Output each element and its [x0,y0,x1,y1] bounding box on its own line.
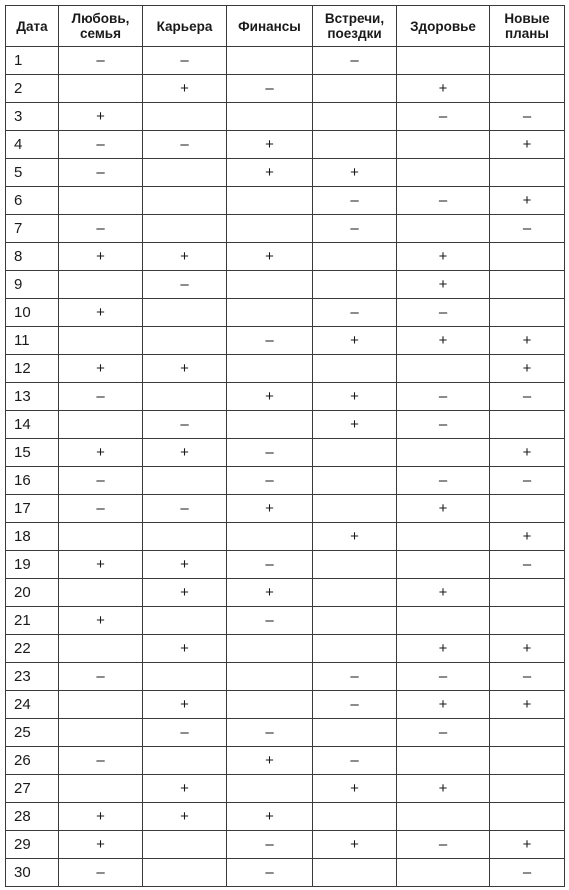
mark-cell-health: + [397,579,490,607]
mark-cell-love-family [59,187,143,215]
mark-cell-career: – [143,719,227,747]
table-row [6,691,565,719]
mark-cell-health: + [397,691,490,719]
table-row [6,607,565,635]
mark-cell-finance [227,523,313,551]
mark-cell-new-plans: + [490,691,565,719]
mark-cell-love-family: + [59,299,143,327]
mark-cell-love-family: – [59,159,143,187]
mark-cell-finance: + [227,131,313,159]
mark-cell-finance: – [227,327,313,355]
mark-cell-career: – [143,131,227,159]
mark-cell-meetings-trips: + [313,327,397,355]
table-body [6,47,565,887]
mark-cell-health [397,439,490,467]
mark-cell-meetings-trips: + [313,383,397,411]
mark-cell-health: – [397,467,490,495]
mark-cell-career: + [143,775,227,803]
table-row [6,187,565,215]
mark-cell-career: + [143,439,227,467]
mark-cell-love-family: – [59,495,143,523]
mark-cell-love-family: + [59,243,143,271]
mark-cell-new-plans [490,411,565,439]
date-cell: 27 [6,775,59,803]
mark-cell-finance: – [227,859,313,887]
mark-cell-love-family [59,523,143,551]
date-cell: 11 [6,327,59,355]
mark-cell-meetings-trips: – [313,215,397,243]
mark-cell-career [143,159,227,187]
mark-cell-finance [227,187,313,215]
date-cell: 13 [6,383,59,411]
mark-cell-love-family: + [59,355,143,383]
mark-cell-meetings-trips [313,271,397,299]
mark-cell-career [143,607,227,635]
table-row [6,495,565,523]
mark-cell-health: – [397,411,490,439]
mark-cell-career [143,187,227,215]
mark-cell-love-family [59,635,143,663]
mark-cell-meetings-trips: – [313,663,397,691]
mark-cell-health [397,523,490,551]
header-career: Карьера [143,6,227,47]
date-cell: 21 [6,607,59,635]
mark-cell-health [397,215,490,243]
mark-cell-career [143,663,227,691]
mark-cell-new-plans [490,159,565,187]
header-love-family: Любовь, семья [59,6,143,47]
mark-cell-career: – [143,271,227,299]
mark-cell-career: + [143,551,227,579]
mark-cell-meetings-trips: + [313,411,397,439]
mark-cell-health [397,747,490,775]
mark-cell-love-family: + [59,551,143,579]
mark-cell-meetings-trips [313,355,397,383]
mark-cell-finance [227,411,313,439]
mark-cell-finance [227,103,313,131]
table-row [6,747,565,775]
mark-cell-finance [227,215,313,243]
mark-cell-meetings-trips: – [313,47,397,75]
table-row [6,831,565,859]
date-cell: 5 [6,159,59,187]
mark-cell-new-plans: – [490,215,565,243]
mark-cell-new-plans [490,495,565,523]
mark-cell-meetings-trips: – [313,691,397,719]
mark-cell-finance: – [227,467,313,495]
table-row [6,159,565,187]
mark-cell-meetings-trips [313,243,397,271]
mark-cell-career [143,831,227,859]
favorable-days-table [5,5,565,887]
mark-cell-health: + [397,327,490,355]
mark-cell-meetings-trips [313,719,397,747]
mark-cell-health: – [397,299,490,327]
mark-cell-new-plans: + [490,131,565,159]
mark-cell-love-family: – [59,47,143,75]
table-row [6,775,565,803]
mark-cell-finance: + [227,159,313,187]
table-row [6,131,565,159]
mark-cell-new-plans [490,747,565,775]
mark-cell-health: + [397,635,490,663]
date-cell: 12 [6,355,59,383]
mark-cell-new-plans: – [490,383,565,411]
table-row [6,103,565,131]
date-cell: 20 [6,579,59,607]
mark-cell-health: + [397,775,490,803]
date-cell: 25 [6,719,59,747]
mark-cell-meetings-trips: + [313,159,397,187]
table-row [6,327,565,355]
mark-cell-career [143,299,227,327]
mark-cell-love-family: – [59,383,143,411]
table-row [6,47,565,75]
mark-cell-career: + [143,579,227,607]
mark-cell-finance: + [227,579,313,607]
mark-cell-career [143,747,227,775]
mark-cell-meetings-trips [313,803,397,831]
mark-cell-new-plans [490,299,565,327]
mark-cell-new-plans [490,607,565,635]
date-cell: 14 [6,411,59,439]
table-row [6,635,565,663]
mark-cell-finance: – [227,75,313,103]
mark-cell-finance: – [227,831,313,859]
mark-cell-meetings-trips [313,467,397,495]
mark-cell-new-plans: – [490,663,565,691]
mark-cell-finance [227,299,313,327]
table-row [6,411,565,439]
date-cell: 6 [6,187,59,215]
mark-cell-meetings-trips: + [313,831,397,859]
date-cell: 3 [6,103,59,131]
mark-cell-health: – [397,187,490,215]
mark-cell-meetings-trips [313,75,397,103]
mark-cell-finance: + [227,383,313,411]
mark-cell-meetings-trips: + [313,523,397,551]
date-cell: 4 [6,131,59,159]
mark-cell-career: + [143,75,227,103]
mark-cell-new-plans: + [490,635,565,663]
mark-cell-meetings-trips [313,131,397,159]
date-cell: 7 [6,215,59,243]
mark-cell-meetings-trips [313,859,397,887]
mark-cell-career [143,523,227,551]
mark-cell-new-plans: – [490,859,565,887]
mark-cell-love-family: + [59,607,143,635]
mark-cell-meetings-trips: – [313,299,397,327]
date-cell: 1 [6,47,59,75]
date-cell: 29 [6,831,59,859]
mark-cell-health [397,551,490,579]
mark-cell-new-plans [490,803,565,831]
mark-cell-new-plans [490,47,565,75]
mark-cell-health: + [397,495,490,523]
mark-cell-health [397,803,490,831]
mark-cell-love-family: – [59,467,143,495]
header-finance: Финансы [227,6,313,47]
mark-cell-finance [227,691,313,719]
date-cell: 18 [6,523,59,551]
mark-cell-meetings-trips: – [313,187,397,215]
mark-cell-new-plans [490,775,565,803]
date-cell: 2 [6,75,59,103]
mark-cell-career [143,467,227,495]
mark-cell-finance: – [227,551,313,579]
mark-cell-new-plans: + [490,355,565,383]
mark-cell-health [397,355,490,383]
mark-cell-health [397,47,490,75]
mark-cell-career: – [143,47,227,75]
mark-cell-new-plans: – [490,103,565,131]
mark-cell-career [143,327,227,355]
mark-cell-finance: + [227,803,313,831]
mark-cell-career: + [143,691,227,719]
date-cell: 19 [6,551,59,579]
mark-cell-love-family [59,775,143,803]
table-row [6,75,565,103]
mark-cell-love-family [59,411,143,439]
mark-cell-meetings-trips [313,635,397,663]
table-row [6,215,565,243]
mark-cell-love-family [59,579,143,607]
calendar-table-container [5,5,565,887]
mark-cell-career: + [143,635,227,663]
table-row [6,299,565,327]
mark-cell-meetings-trips: – [313,747,397,775]
mark-cell-new-plans: + [490,831,565,859]
mark-cell-love-family: – [59,215,143,243]
mark-cell-career [143,383,227,411]
mark-cell-finance: + [227,243,313,271]
header-row [6,6,565,47]
date-cell: 8 [6,243,59,271]
mark-cell-career: + [143,355,227,383]
date-cell: 28 [6,803,59,831]
mark-cell-love-family [59,719,143,747]
mark-cell-new-plans: + [490,187,565,215]
mark-cell-new-plans: + [490,439,565,467]
mark-cell-career [143,859,227,887]
mark-cell-new-plans: + [490,327,565,355]
mark-cell-new-plans: – [490,467,565,495]
mark-cell-finance [227,271,313,299]
mark-cell-career: + [143,803,227,831]
mark-cell-finance: + [227,747,313,775]
mark-cell-health: – [397,103,490,131]
mark-cell-meetings-trips: + [313,775,397,803]
table-row [6,383,565,411]
mark-cell-new-plans [490,579,565,607]
mark-cell-finance: – [227,607,313,635]
mark-cell-finance: + [227,495,313,523]
mark-cell-finance [227,355,313,383]
date-cell: 23 [6,663,59,691]
table-row [6,355,565,383]
mark-cell-finance: – [227,719,313,747]
header-meetings-trips: Встречи, поездки [313,6,397,47]
mark-cell-meetings-trips [313,579,397,607]
mark-cell-health: – [397,383,490,411]
table-row [6,859,565,887]
mark-cell-career [143,215,227,243]
mark-cell-meetings-trips [313,495,397,523]
table-header [6,6,565,47]
header-health: Здоровье [397,6,490,47]
mark-cell-career: – [143,411,227,439]
date-cell: 9 [6,271,59,299]
table-row [6,439,565,467]
mark-cell-health: + [397,243,490,271]
date-cell: 17 [6,495,59,523]
mark-cell-finance: – [227,439,313,467]
table-row [6,803,565,831]
mark-cell-finance [227,663,313,691]
mark-cell-love-family: – [59,663,143,691]
table-row [6,551,565,579]
mark-cell-love-family [59,327,143,355]
mark-cell-love-family: + [59,439,143,467]
mark-cell-new-plans: + [490,523,565,551]
date-cell: 30 [6,859,59,887]
mark-cell-meetings-trips [313,551,397,579]
mark-cell-health: + [397,271,490,299]
mark-cell-love-family: + [59,803,143,831]
mark-cell-career [143,103,227,131]
table-row [6,271,565,299]
mark-cell-health [397,159,490,187]
mark-cell-love-family [59,691,143,719]
mark-cell-meetings-trips [313,607,397,635]
mark-cell-health [397,607,490,635]
date-cell: 26 [6,747,59,775]
mark-cell-health: – [397,831,490,859]
date-cell: 10 [6,299,59,327]
mark-cell-health: – [397,719,490,747]
mark-cell-love-family: + [59,831,143,859]
mark-cell-love-family: + [59,103,143,131]
mark-cell-love-family: – [59,747,143,775]
date-cell: 16 [6,467,59,495]
mark-cell-new-plans [490,271,565,299]
mark-cell-finance [227,47,313,75]
mark-cell-career: – [143,495,227,523]
mark-cell-love-family: – [59,131,143,159]
mark-cell-health: – [397,663,490,691]
mark-cell-love-family: – [59,859,143,887]
mark-cell-love-family [59,271,143,299]
date-cell: 24 [6,691,59,719]
mark-cell-meetings-trips [313,103,397,131]
mark-cell-health [397,859,490,887]
table-row [6,467,565,495]
mark-cell-new-plans [490,243,565,271]
mark-cell-love-family [59,75,143,103]
header-date: Дата [6,6,59,47]
table-row [6,719,565,747]
table-row [6,579,565,607]
header-new-plans: Новые планы [490,6,565,47]
mark-cell-finance [227,775,313,803]
date-cell: 15 [6,439,59,467]
date-cell: 22 [6,635,59,663]
mark-cell-new-plans [490,719,565,747]
table-row [6,243,565,271]
mark-cell-health: + [397,75,490,103]
mark-cell-meetings-trips [313,439,397,467]
table-row [6,523,565,551]
mark-cell-new-plans [490,75,565,103]
mark-cell-finance [227,635,313,663]
table-row [6,663,565,691]
mark-cell-health [397,131,490,159]
mark-cell-career: + [143,243,227,271]
mark-cell-new-plans: – [490,551,565,579]
